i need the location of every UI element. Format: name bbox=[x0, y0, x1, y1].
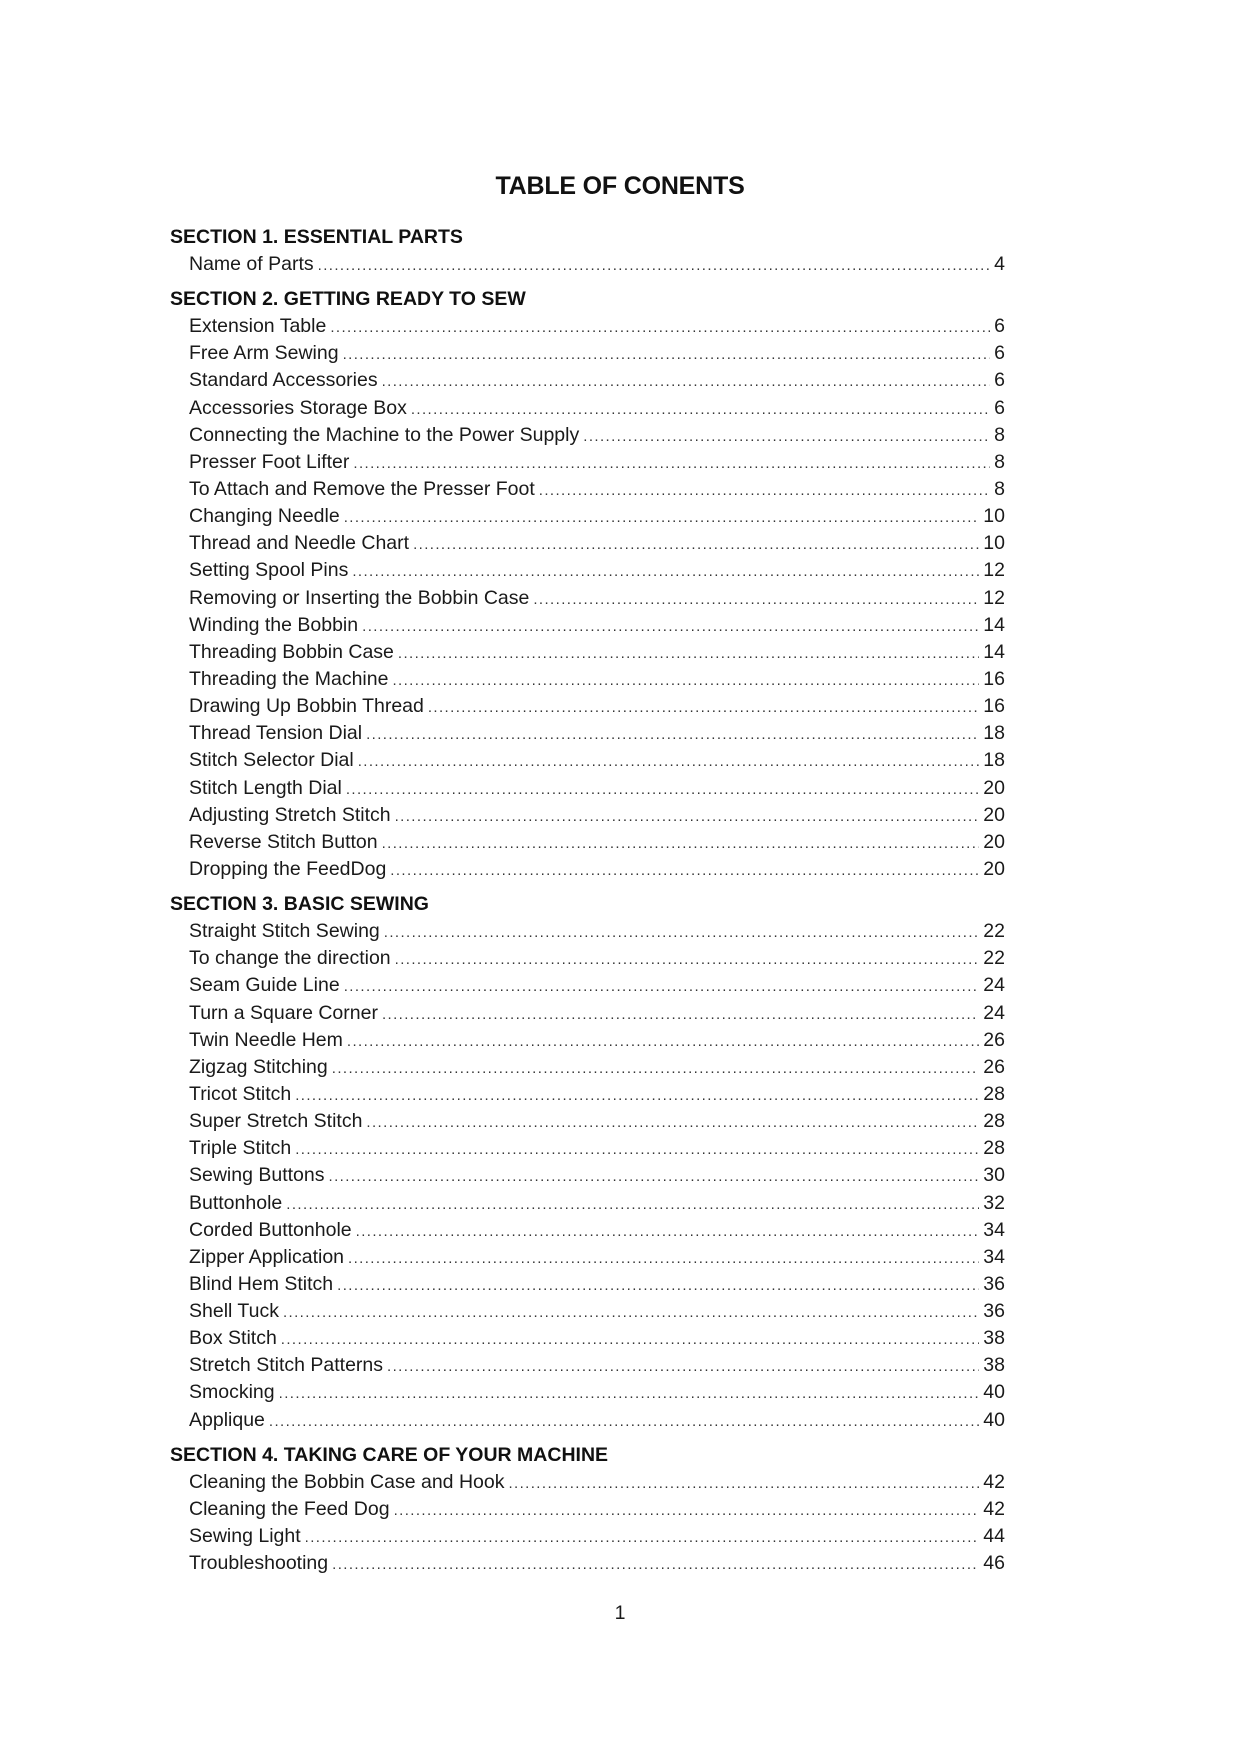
dot-leader bbox=[286, 1191, 979, 1218]
toc-entry-label: Turn a Square Corner bbox=[189, 1001, 378, 1024]
toc-entry[interactable] bbox=[170, 1244, 1005, 1271]
toc-entry-label: Threading Bobbin Case bbox=[189, 640, 394, 663]
toc-entry[interactable] bbox=[170, 1135, 1005, 1162]
toc-entry-page: 46 bbox=[983, 1552, 1005, 1575]
toc-entry[interactable] bbox=[170, 449, 1005, 476]
dot-leader bbox=[358, 748, 980, 775]
toc-entry[interactable] bbox=[170, 1379, 1005, 1406]
toc-entry-page: 16 bbox=[983, 667, 1005, 690]
toc-entry-label: Winding the Bobbin bbox=[189, 613, 359, 636]
toc-entry[interactable] bbox=[170, 945, 1005, 972]
toc-entry-page: 42 bbox=[983, 1470, 1005, 1493]
toc-entry-page: 24 bbox=[983, 974, 1005, 997]
section-heading: SECTION 3. BASIC SEWING bbox=[170, 893, 429, 916]
dot-leader bbox=[395, 803, 980, 830]
dot-leader bbox=[384, 919, 980, 946]
toc-entry[interactable] bbox=[170, 1407, 1005, 1434]
dot-leader bbox=[398, 640, 979, 667]
toc-entry-label: Thread Tension Dial bbox=[189, 722, 363, 745]
toc-entry-label: Smocking bbox=[189, 1381, 275, 1404]
toc-entry-page: 24 bbox=[983, 1001, 1005, 1024]
toc-entry-page: 18 bbox=[983, 722, 1005, 745]
toc-entry-label: Extension Table bbox=[189, 315, 327, 338]
toc-entry[interactable] bbox=[170, 720, 1005, 747]
toc-section bbox=[170, 224, 1005, 278]
toc-entry[interactable] bbox=[170, 1000, 1005, 1027]
dot-leader bbox=[382, 368, 991, 395]
toc-entry-page: 32 bbox=[983, 1191, 1005, 1214]
toc-entry[interactable] bbox=[170, 422, 1005, 449]
toc-entry[interactable] bbox=[170, 972, 1005, 999]
toc-section bbox=[170, 891, 1005, 1434]
dot-leader bbox=[362, 613, 979, 640]
dot-leader bbox=[356, 1218, 980, 1245]
toc-entry-page: 36 bbox=[983, 1300, 1005, 1323]
toc-entry-page: 34 bbox=[983, 1245, 1005, 1268]
toc-entry[interactable] bbox=[170, 747, 1005, 774]
toc-entry[interactable] bbox=[170, 503, 1005, 530]
toc-entry-page: 22 bbox=[983, 920, 1005, 943]
toc-entry[interactable] bbox=[170, 557, 1005, 584]
toc-entry-page: 20 bbox=[983, 803, 1005, 826]
toc-entry-page: 22 bbox=[983, 947, 1005, 970]
toc-entry[interactable] bbox=[170, 775, 1005, 802]
toc-entry-page: 16 bbox=[983, 695, 1005, 718]
toc-entry-label: To change the direction bbox=[189, 947, 391, 970]
dot-leader bbox=[352, 558, 979, 585]
toc-entry[interactable] bbox=[170, 340, 1005, 367]
dot-leader bbox=[332, 1551, 979, 1578]
dot-leader bbox=[533, 586, 979, 613]
toc-entry-page: 36 bbox=[983, 1272, 1005, 1295]
toc-entry[interactable] bbox=[170, 802, 1005, 829]
toc-entry-page: 44 bbox=[983, 1525, 1005, 1548]
toc-entry-page: 14 bbox=[983, 640, 1005, 663]
dot-leader bbox=[366, 1109, 979, 1136]
toc-entry-label: Box Stitch bbox=[189, 1327, 277, 1350]
dot-leader bbox=[387, 1353, 979, 1380]
toc-entry-label: Accessories Storage Box bbox=[189, 396, 407, 419]
toc-section bbox=[170, 1442, 1005, 1578]
toc-section bbox=[170, 286, 1005, 883]
dot-leader bbox=[428, 694, 979, 721]
toc-entry-page: 8 bbox=[994, 450, 1005, 473]
toc-entry[interactable] bbox=[170, 693, 1005, 720]
toc-entry-page: 6 bbox=[994, 342, 1005, 365]
toc-entry-label: Name of Parts bbox=[189, 253, 314, 275]
toc-entry-label: Cleaning the Feed Dog bbox=[189, 1497, 390, 1520]
toc-entry[interactable] bbox=[170, 1162, 1005, 1189]
toc-entry-label: Cleaning the Bobbin Case and Hook bbox=[189, 1470, 505, 1493]
dot-leader bbox=[343, 341, 991, 368]
toc-entry-page: 6 bbox=[994, 315, 1005, 338]
table-of-contents bbox=[170, 224, 1005, 1577]
toc-entry-label: Applique bbox=[189, 1408, 265, 1431]
dot-leader bbox=[279, 1380, 980, 1407]
dot-leader bbox=[337, 1272, 979, 1299]
toc-entry[interactable] bbox=[170, 1298, 1005, 1325]
toc-entry[interactable] bbox=[170, 1352, 1005, 1379]
toc-entry-label: Sewing Light bbox=[189, 1525, 301, 1548]
toc-entry[interactable] bbox=[170, 1523, 1005, 1550]
toc-entry-label: To Attach and Remove the Presser Foot bbox=[189, 477, 535, 500]
toc-entry[interactable] bbox=[170, 1081, 1005, 1108]
toc-entry-label: Blind Hem Stitch bbox=[189, 1272, 334, 1295]
dot-leader bbox=[413, 531, 979, 558]
toc-entry-page: 6 bbox=[994, 369, 1005, 392]
dot-leader bbox=[344, 504, 980, 531]
dot-leader bbox=[539, 477, 990, 504]
toc-entry-page: 14 bbox=[983, 613, 1005, 636]
toc-entry-label: Reverse Stitch Button bbox=[189, 830, 378, 853]
section-heading: SECTION 2. GETTING READY TO SEW bbox=[170, 288, 526, 311]
toc-entry[interactable] bbox=[170, 918, 1005, 945]
dot-leader bbox=[305, 1524, 980, 1551]
dot-leader bbox=[382, 830, 980, 857]
dot-leader bbox=[347, 1028, 979, 1055]
toc-entry-label: Connecting the Machine to the Power Supply bbox=[189, 423, 580, 446]
toc-entry[interactable] bbox=[170, 1271, 1005, 1298]
toc-entry-label: Threading the Machine bbox=[189, 667, 389, 690]
toc-entry-page: 18 bbox=[983, 749, 1005, 772]
section-heading: SECTION 1. ESSENTIAL PARTS bbox=[170, 226, 463, 248]
toc-entry-page: 34 bbox=[983, 1218, 1005, 1241]
toc-entry[interactable] bbox=[170, 856, 1005, 883]
page-title: TABLE OF CONENTS bbox=[495, 172, 745, 200]
toc-entry[interactable] bbox=[170, 612, 1005, 639]
toc-entry-label: Sewing Buttons bbox=[189, 1164, 325, 1187]
toc-entry-page: 10 bbox=[983, 505, 1005, 528]
toc-entry-page: 8 bbox=[994, 423, 1005, 446]
dot-leader bbox=[329, 1163, 980, 1190]
toc-entry[interactable] bbox=[170, 1108, 1005, 1135]
toc-entry-page: 4 bbox=[994, 253, 1005, 275]
toc-entry-label: Shell Tuck bbox=[189, 1300, 279, 1323]
toc-entry-page: 6 bbox=[994, 396, 1005, 419]
dot-leader bbox=[269, 1408, 979, 1435]
toc-entry-page: 40 bbox=[983, 1408, 1005, 1431]
dot-leader bbox=[346, 776, 979, 803]
toc-entry[interactable] bbox=[170, 367, 1005, 394]
toc-entry-label: Adjusting Stretch Stitch bbox=[189, 803, 391, 826]
toc-entry[interactable] bbox=[170, 585, 1005, 612]
toc-entry-label: Corded Buttonhole bbox=[189, 1218, 352, 1241]
toc-entry-page: 42 bbox=[983, 1497, 1005, 1520]
toc-entry-label: Thread and Needle Chart bbox=[189, 532, 410, 555]
toc-entry-page: 28 bbox=[983, 1082, 1005, 1105]
toc-entry-page: 20 bbox=[983, 776, 1005, 799]
toc-entry-page: 8 bbox=[994, 477, 1005, 500]
toc-entry-page: 28 bbox=[983, 1110, 1005, 1133]
toc-entry-label: Seam Guide Line bbox=[189, 974, 340, 997]
dot-leader bbox=[318, 252, 991, 279]
toc-entry-label: Triple Stitch bbox=[189, 1137, 292, 1160]
dot-leader bbox=[382, 1001, 979, 1028]
toc-entry[interactable] bbox=[170, 395, 1005, 422]
toc-entry-label: Stitch Selector Dial bbox=[189, 749, 354, 772]
toc-entry-label: Zigzag Stitching bbox=[189, 1055, 328, 1078]
toc-entry[interactable] bbox=[170, 530, 1005, 557]
toc-entry[interactable] bbox=[170, 1217, 1005, 1244]
dot-leader bbox=[281, 1326, 980, 1353]
dot-leader bbox=[392, 667, 979, 694]
dot-leader bbox=[508, 1470, 979, 1497]
toc-entry[interactable] bbox=[170, 251, 1005, 278]
dot-leader bbox=[295, 1082, 979, 1109]
toc-entry-label: Troubleshooting bbox=[189, 1552, 329, 1575]
toc-entry-label: Presser Foot Lifter bbox=[189, 450, 350, 473]
toc-entry[interactable] bbox=[170, 1054, 1005, 1081]
toc-entry-label: Stitch Length Dial bbox=[189, 776, 342, 799]
dot-leader bbox=[395, 946, 980, 973]
toc-entry-label: Super Stretch Stitch bbox=[189, 1110, 363, 1133]
toc-entry-label: Free Arm Sewing bbox=[189, 342, 339, 365]
dot-leader bbox=[348, 1245, 979, 1272]
toc-entry[interactable] bbox=[170, 1550, 1005, 1577]
toc-entry-page: 38 bbox=[983, 1327, 1005, 1350]
toc-entry-page: 12 bbox=[983, 559, 1005, 582]
toc-entry-label: Dropping the FeedDog bbox=[189, 857, 387, 880]
toc-entry-label: Straight Stitch Sewing bbox=[189, 920, 380, 943]
toc-entry-label: Removing or Inserting the Bobbin Case bbox=[189, 586, 530, 609]
dot-leader bbox=[411, 396, 990, 423]
toc-entry[interactable] bbox=[170, 1027, 1005, 1054]
toc-entry[interactable] bbox=[170, 666, 1005, 693]
toc-entry[interactable] bbox=[170, 1325, 1005, 1352]
toc-entry[interactable] bbox=[170, 829, 1005, 856]
toc-entry-label: Drawing Up Bobbin Thread bbox=[189, 695, 424, 718]
toc-entry-label: Zipper Application bbox=[189, 1245, 345, 1268]
section-spacer bbox=[170, 1434, 1005, 1442]
toc-entry-label: Standard Accessories bbox=[189, 369, 378, 392]
toc-entry[interactable] bbox=[170, 476, 1005, 503]
dot-leader bbox=[332, 1055, 980, 1082]
toc-entry-label: Tricot Stitch bbox=[189, 1082, 292, 1105]
section-heading: SECTION 4. TAKING CARE OF YOUR MACHINE bbox=[170, 1443, 609, 1466]
toc-entry-page: 20 bbox=[983, 830, 1005, 853]
toc-entry-page: 20 bbox=[983, 857, 1005, 880]
dot-leader bbox=[344, 973, 980, 1000]
dot-leader bbox=[366, 721, 979, 748]
toc-entry-page: 30 bbox=[983, 1164, 1005, 1187]
toc-entry-page: 12 bbox=[983, 586, 1005, 609]
page-number: 1 bbox=[614, 1602, 626, 1624]
dot-leader bbox=[583, 423, 990, 450]
dot-leader bbox=[295, 1136, 979, 1163]
toc-entry[interactable] bbox=[170, 313, 1005, 340]
toc-entry[interactable] bbox=[170, 1190, 1005, 1217]
toc-entry-label: Setting Spool Pins bbox=[189, 559, 349, 582]
toc-entry-page: 38 bbox=[983, 1354, 1005, 1377]
dot-leader bbox=[283, 1299, 979, 1326]
toc-entry-label: Twin Needle Hem bbox=[189, 1028, 343, 1051]
toc-entry-page: 26 bbox=[983, 1028, 1005, 1051]
toc-entry-page: 10 bbox=[983, 532, 1005, 555]
toc-entry-page: 26 bbox=[983, 1055, 1005, 1078]
toc-entry-label: Changing Needle bbox=[189, 505, 340, 528]
toc-entry-page: 40 bbox=[983, 1381, 1005, 1404]
dot-leader bbox=[394, 1497, 980, 1524]
dot-leader bbox=[353, 450, 990, 477]
toc-entry[interactable] bbox=[170, 1496, 1005, 1523]
section-spacer bbox=[170, 278, 1005, 286]
toc-entry-page: 28 bbox=[983, 1137, 1005, 1160]
toc-entry[interactable] bbox=[170, 639, 1005, 666]
toc-entry-label: Stretch Stitch Patterns bbox=[189, 1354, 384, 1377]
dot-leader bbox=[330, 314, 990, 341]
toc-entry-label: Buttonhole bbox=[189, 1191, 283, 1214]
dot-leader bbox=[390, 857, 979, 884]
toc-entry[interactable] bbox=[170, 1469, 1005, 1496]
section-spacer bbox=[170, 883, 1005, 891]
